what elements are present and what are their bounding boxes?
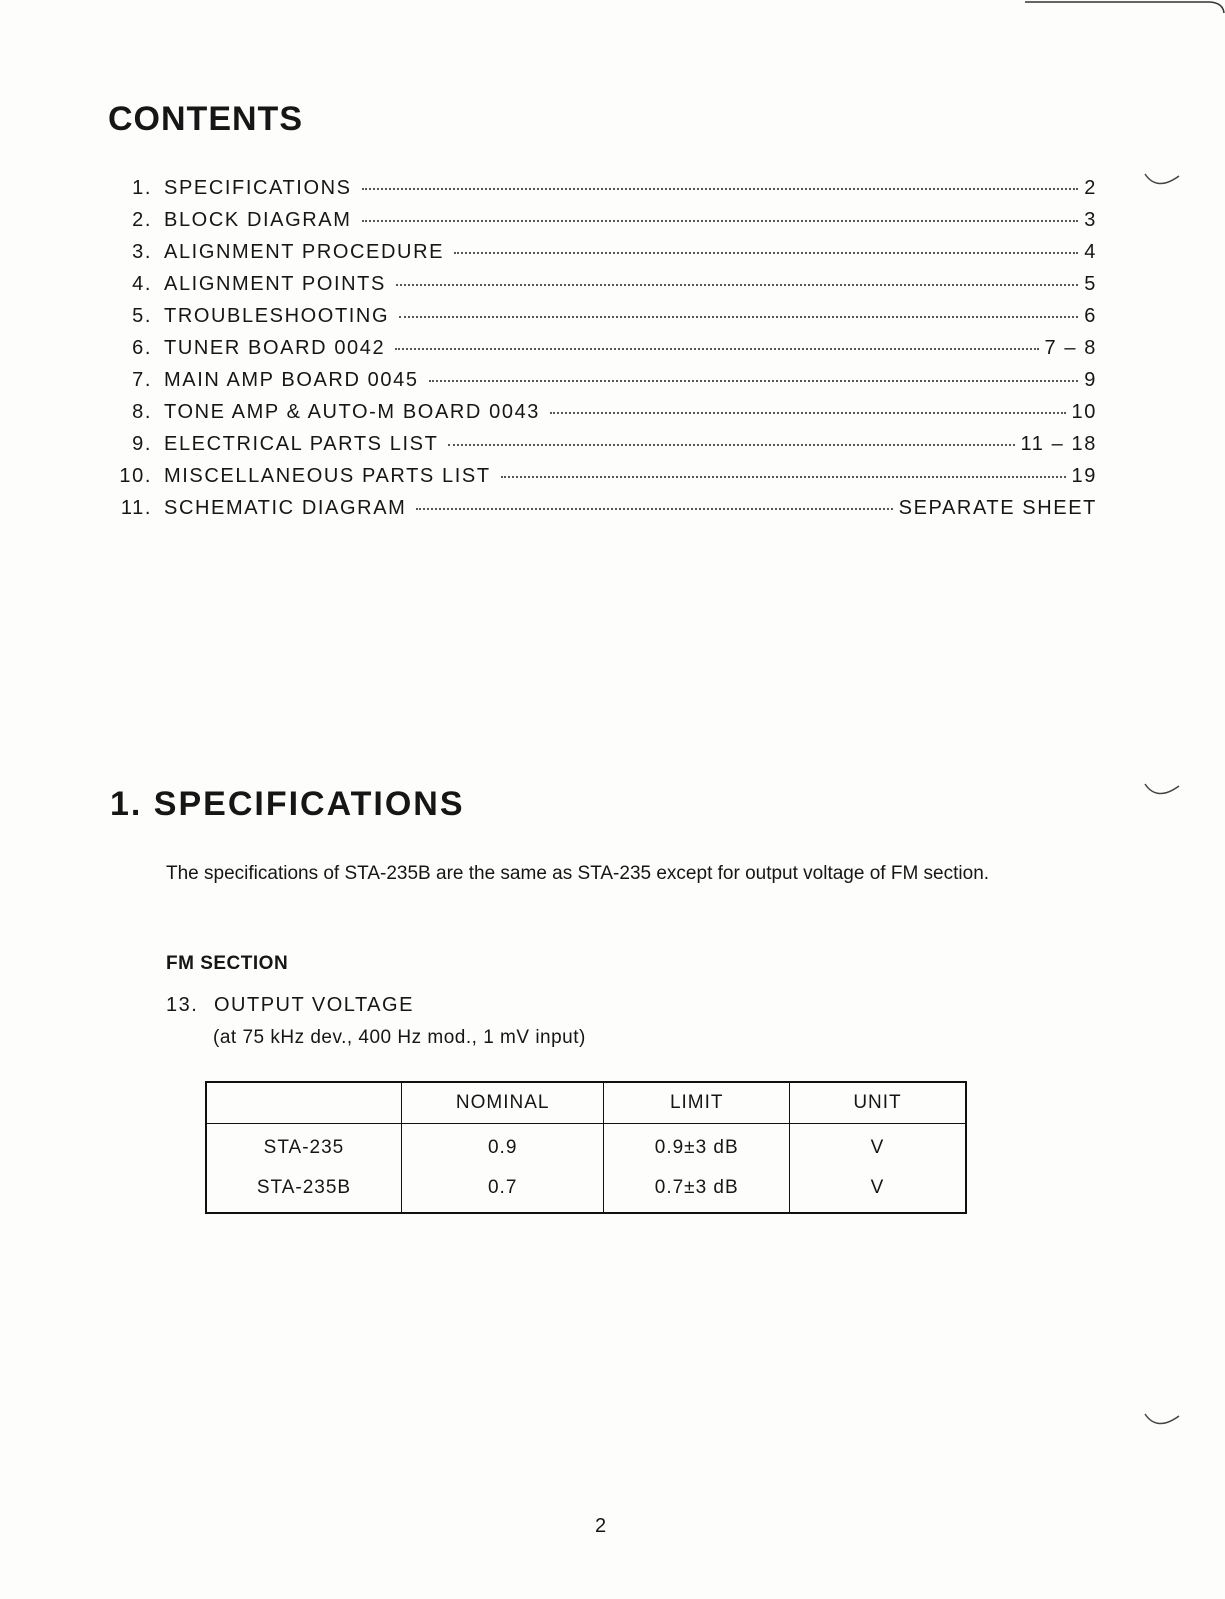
spec-item-number: 13.: [166, 994, 199, 1016]
toc-entry-number: 9.: [132, 433, 152, 455]
toc-entry-number: 5.: [132, 305, 152, 327]
toc-entry-page: 2: [1084, 177, 1097, 199]
toc-entry-number: 1.: [132, 177, 152, 199]
toc-entry-number: 11.: [120, 497, 152, 519]
toc-entry: [110, 337, 1097, 369]
table-cell: V: [789, 1168, 966, 1213]
toc-entry: [110, 433, 1097, 465]
toc-entry-page: 6: [1084, 305, 1097, 327]
toc-entry: [110, 209, 1097, 241]
toc-leader-dots: [396, 284, 1078, 286]
toc-leader-dots: [550, 412, 1066, 414]
table-cell: 0.7: [401, 1168, 604, 1213]
table-header-cell: NOMINAL: [401, 1082, 604, 1124]
table-cell: STA-235: [263, 1137, 345, 1158]
toc-entry-title: TUNER BOARD 0042: [164, 337, 386, 359]
punch-hole-mark: [1143, 170, 1181, 190]
toc-leader-dots: [362, 220, 1079, 222]
toc-entry-number: 2.: [132, 209, 152, 231]
table-cell: V: [789, 1124, 966, 1169]
toc-entry-number: 7.: [132, 369, 152, 391]
toc-entry-title: SPECIFICATIONS: [164, 177, 352, 199]
table-header-cell: UNIT: [789, 1082, 966, 1124]
page-number: 2: [595, 1515, 607, 1537]
toc-entry-title: MISCELLANEOUS PARTS LIST: [164, 465, 491, 487]
toc-entry-page: 3: [1084, 209, 1097, 231]
toc-entry-title: SCHEMATIC DIAGRAM: [164, 497, 407, 519]
toc-leader-dots: [362, 188, 1079, 190]
table-header-row: [206, 1082, 966, 1124]
toc-leader-dots: [395, 348, 1038, 350]
spec-item: [166, 994, 414, 1017]
output-voltage-table: [205, 1081, 967, 1214]
toc-entry-title: TONE AMP & AUTO-M BOARD 0043: [164, 401, 541, 423]
punch-hole-mark: [1143, 780, 1181, 800]
scan-edge-mark: [1025, 0, 1225, 14]
table-of-contents: [110, 177, 1097, 529]
toc-entry-title: BLOCK DIAGRAM: [164, 209, 352, 231]
toc-entry-number: 3.: [132, 241, 152, 263]
table-cell: 0.9±3 dB: [604, 1124, 789, 1169]
toc-entry: [110, 305, 1097, 337]
table-cell: STA-235B: [256, 1177, 352, 1198]
toc-leader-dots: [454, 252, 1078, 254]
toc-entry: [110, 465, 1097, 497]
spec-item-title: OUTPUT VOLTAGE: [214, 994, 414, 1016]
toc-entry-page: 7 – 8: [1044, 337, 1097, 359]
table-row: [206, 1124, 966, 1169]
toc-entry-title: MAIN AMP BOARD 0045: [164, 369, 419, 391]
toc-entry-title: ALIGNMENT POINTS: [164, 273, 386, 295]
toc-entry-page: 5: [1084, 273, 1097, 295]
toc-entry-page: SEPARATE SHEET: [898, 497, 1097, 519]
table-header-cell: LIMIT: [604, 1082, 789, 1124]
toc-entry: [110, 369, 1097, 401]
specifications-intro: The specifications of STA-235B are the same as STA-235 except for output voltage of FM section.: [166, 863, 990, 884]
fm-section-label: FM SECTION: [166, 953, 289, 974]
toc-entry-page: 4: [1084, 241, 1097, 263]
contents-heading: CONTENTS: [108, 100, 303, 138]
toc-entry-page: 11 – 18: [1020, 433, 1097, 455]
toc-leader-dots: [399, 316, 1078, 318]
toc-entry-number: 4.: [132, 273, 152, 295]
toc-entry-page: 10: [1071, 401, 1097, 423]
toc-entry: [110, 241, 1097, 273]
spec-item-condition: (at 75 kHz dev., 400 Hz mod., 1 mV input): [213, 1027, 586, 1048]
toc-leader-dots: [416, 508, 892, 510]
toc-entry-page: 9: [1084, 369, 1097, 391]
toc-entry-title: ELECTRICAL PARTS LIST: [164, 433, 439, 455]
toc-entry: [110, 273, 1097, 305]
toc-entry-number: 6.: [132, 337, 152, 359]
toc-entry-number: 8.: [132, 401, 152, 423]
toc-entry-title: ALIGNMENT PROCEDURE: [164, 241, 445, 263]
toc-leader-dots: [501, 476, 1066, 478]
table-row: [206, 1168, 966, 1213]
toc-entry: [110, 497, 1097, 529]
toc-entry: [110, 401, 1097, 433]
specifications-heading: 1. SPECIFICATIONS: [110, 785, 465, 823]
toc-leader-dots: [429, 380, 1079, 382]
table-header-cell: [206, 1082, 401, 1124]
toc-entry-number: 10.: [119, 465, 152, 487]
toc-leader-dots: [448, 444, 1014, 446]
toc-entry: [110, 177, 1097, 209]
table-cell: 0.7±3 dB: [604, 1168, 789, 1213]
toc-entry-page: 19: [1071, 465, 1097, 487]
punch-hole-mark: [1143, 1410, 1181, 1430]
table-cell: 0.9: [401, 1124, 604, 1169]
toc-entry-title: TROUBLESHOOTING: [164, 305, 390, 327]
